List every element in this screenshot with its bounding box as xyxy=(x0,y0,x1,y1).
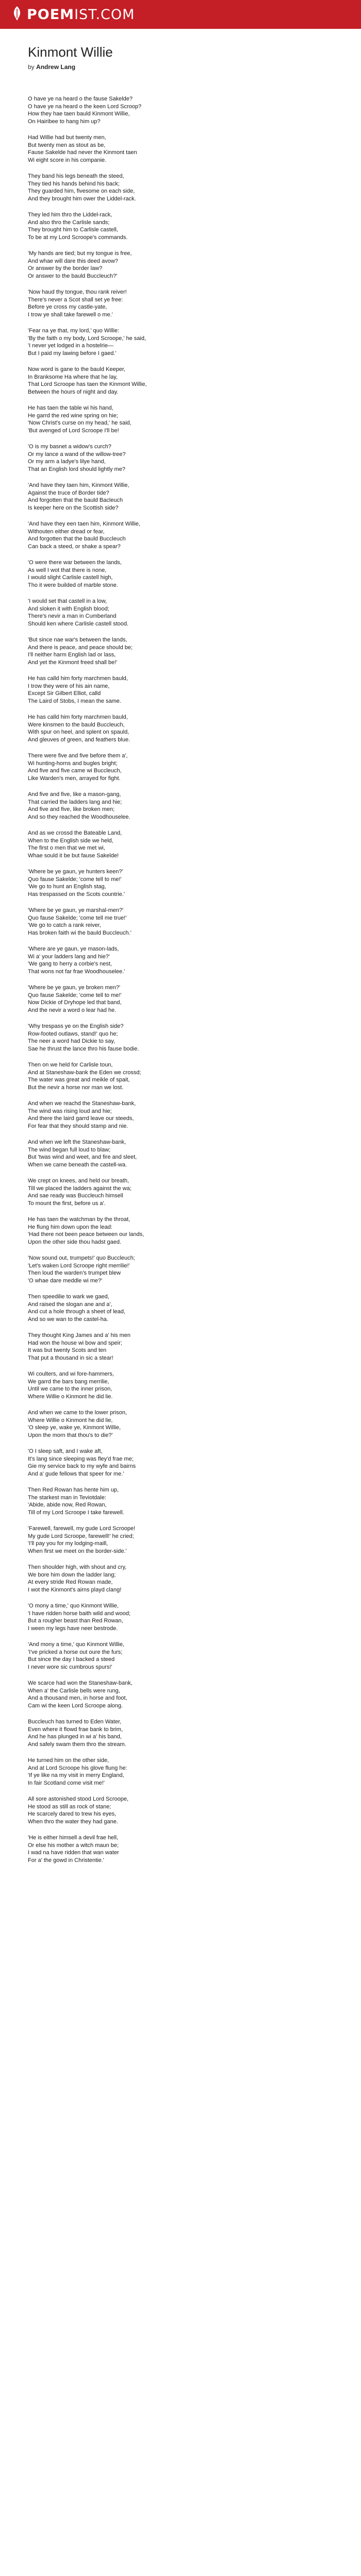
poem-line: I never wore sic cumbrous spurs!' xyxy=(28,1664,112,1670)
poem-line: They led him thro the Liddel-rack, xyxy=(28,212,112,218)
poem-line: They band his legs beneath the steed, xyxy=(28,173,124,179)
poem-byline xyxy=(28,63,337,71)
poem-line: And at Lord Scroope his glove flung he: xyxy=(28,1765,127,1771)
poem-line: 'O were there war between the lands, xyxy=(28,560,122,566)
poem-line: Withouten either dread or fear, xyxy=(28,528,105,535)
poem-line: 'And have they een taen him, Kinmont Willie, xyxy=(28,521,140,527)
poem-title: Kinmont Willie xyxy=(28,44,113,60)
poem-line: They tied his hands behind his back; xyxy=(28,180,120,187)
stanza xyxy=(28,1139,337,1168)
poem-line: We crept on knees, and held our breath, xyxy=(28,1178,129,1184)
poem-line: He flung him down upon the lead: xyxy=(28,1224,112,1230)
poem-line: And gleuves of green, and feathers blue. xyxy=(28,736,130,743)
poem-line: When to the English side we held, xyxy=(28,837,113,844)
poem-line: They thought King James and a' his men xyxy=(28,1332,130,1338)
stanza xyxy=(28,327,337,357)
stanza xyxy=(28,289,337,318)
poem-line: Or else his mother a witch maun be; xyxy=(28,1842,119,1849)
poem-line: And sae ready was Buccleuch himsell xyxy=(28,1193,123,1199)
poem-line: But 'twas wind and weet, and fire and sleet, xyxy=(28,1154,137,1160)
poem-line: Then on we held for Carlisle toun, xyxy=(28,1062,113,1068)
poem-line: And raised the slogan ane and a', xyxy=(28,1301,112,1308)
poem-line: And cut a hole through a sheet of lead, xyxy=(28,1309,125,1315)
site-header xyxy=(0,0,361,29)
poem-line: And when we reachd the Staneshaw-bank, xyxy=(28,1100,136,1107)
poem-line: We scarce had won the Staneshaw-bank, xyxy=(28,1680,133,1686)
poem-line: All sore astonished stood Lord Scroope, xyxy=(28,1796,129,1802)
poem-line: In fair Scotland come visit me!' xyxy=(28,1780,105,1786)
poem-line: He scarcely dared to trew his eyes, xyxy=(28,1811,117,1817)
poem-line: When thro the water they had gane. xyxy=(28,1818,118,1825)
poem-line: At every stride Red Rowan made, xyxy=(28,1579,113,1585)
poem-line: Or my lance a wand of the willow-tree? xyxy=(28,451,126,457)
stanza xyxy=(28,598,337,628)
poem-line: Quo fause Sakelde; 'come tell to me!' xyxy=(28,992,122,998)
poem-line: Whae sould it be but fause Sakelde! xyxy=(28,852,119,859)
poem-line: But twenty men as stout as be, xyxy=(28,142,106,148)
stanza xyxy=(28,1332,337,1362)
poem-line: They guarded him, fivesome on each side, xyxy=(28,188,135,194)
poem-line: 'Let's waken Lord Scroope right merrilie!' xyxy=(28,1262,130,1269)
poem-line: There were five and five before them a', xyxy=(28,753,128,759)
poem-line: For fear that they should stamp and nie. xyxy=(28,1123,128,1129)
poem-line: But since the day I backed a steed xyxy=(28,1656,115,1663)
poem-line: 'O is my basnet a widow's curch? xyxy=(28,444,111,450)
poem-line: For a' the gowd in Christentie.' xyxy=(28,1857,104,1863)
poem-line: And he has plunged in wi a' his band, xyxy=(28,1734,122,1740)
poem-line: We bore him down the ladder lang; xyxy=(28,1571,116,1578)
poem-line: And five and five came wi Buccleuch, xyxy=(28,768,122,774)
poem-line: I ween my legs have neer bestrode. xyxy=(28,1625,118,1632)
poem-line: 'He is either himsell a devil frae hell, xyxy=(28,1835,119,1841)
poem-line: 'Why trespass ye on the English side? xyxy=(28,1023,124,1029)
poem-line: 'We go to hunt an English stag, xyxy=(28,884,106,890)
stanza xyxy=(28,907,337,937)
poem-line: Sae he thrust the lance thro his fause bodie. xyxy=(28,1045,139,1052)
stanza xyxy=(28,482,337,512)
poem-line: Against the truce of Border tide? xyxy=(28,489,109,496)
poem-line: But the nevir a horse nor man we lost. xyxy=(28,1084,124,1091)
poem-line: Wi coulters, and wi fore-hammers, xyxy=(28,1371,114,1377)
poem-body xyxy=(28,95,337,1864)
poem-line: 'O sleep ye, wake ye, Kinmont Willie, xyxy=(28,1425,121,1431)
poem-line: And five and five, like a mason-gang, xyxy=(28,791,121,798)
stanza xyxy=(28,791,337,821)
stanza xyxy=(28,1795,337,1825)
poem-line: 'But since nae war's between the lands, xyxy=(28,637,127,643)
poem-line: 'Where be ye gaun, ye hunters keen?' xyxy=(28,869,123,875)
poem-line: That an English lord should lightly me? xyxy=(28,466,125,472)
poem-line: When a' the Carlisle bells were rung, xyxy=(28,1687,120,1694)
poem-line: And safely swam them thro the stream. xyxy=(28,1741,126,1748)
stanza xyxy=(28,1061,337,1091)
poem-line: There's nevir a man in Cumberland xyxy=(28,613,117,619)
poem-line: I wot the Kinmont's airns playd clang! xyxy=(28,1586,122,1593)
poem-line: That Lord Scroope has taen the Kinmont Willie, xyxy=(28,381,147,387)
poem-line: Or my arm a ladye's lilye hand, xyxy=(28,459,106,465)
stanza xyxy=(28,366,337,396)
poem-line: 'Had there not been peace between our lands, xyxy=(28,1231,144,1238)
poem-line: Till of my Lord Scroope I take farewell. xyxy=(28,1509,124,1516)
poem-line: 'We go to catch a rank reiver, xyxy=(28,922,101,928)
stanza xyxy=(28,868,337,898)
poem-line: On Hairibee to hang him up? xyxy=(28,118,101,125)
poem-line: That carried the ladders lang and hie; xyxy=(28,799,122,805)
stanza xyxy=(28,1680,337,1709)
poem-line: 'Now haud thy tongue, thou rank reiver! xyxy=(28,289,127,295)
poem-line: 'By the faith o my body, Lord Scroope,' he said, xyxy=(28,335,146,342)
poem-line: We garrd the bars bang merrilie, xyxy=(28,1378,109,1385)
poem-line: I would slight Carlisle castell high, xyxy=(28,574,113,581)
quill-pen-icon xyxy=(11,6,27,24)
poem-line: 'Farewell, farewell, my gude Lord Scroope! xyxy=(28,1526,136,1532)
poem-line: The wind began full loud to blaw; xyxy=(28,1146,111,1153)
poem-line: In Branksome Ha where that he lay, xyxy=(28,374,118,380)
poem-line: Then Red Rowan has hente him up, xyxy=(28,1487,119,1493)
poem-line: And forgotten that the bauld Bacleuch xyxy=(28,497,123,503)
poem-line: Except Sir Gilbert Elliot, calld xyxy=(28,690,101,697)
poem-line: And they brought him ower the Liddel-rack. xyxy=(28,195,136,202)
poem-line: And there is peace, and peace should be; xyxy=(28,644,133,651)
poem-line: Gie my service back to my wyfe and bairns xyxy=(28,1463,136,1469)
poem-line: Now Dickie of Dryhope led that band, xyxy=(28,999,122,1006)
poem-line: O have ye na heard o the fause Sakelde? xyxy=(28,96,133,102)
poem-line: Or answer to the bauld Buccleuch?' xyxy=(28,273,118,279)
stanza xyxy=(28,1486,337,1516)
stanza xyxy=(28,675,337,705)
poem-line: 'Abide, abide now, Red Rowan, xyxy=(28,1502,107,1508)
poem-line: The neer a word had Dickie to say, xyxy=(28,1038,116,1044)
poem-line: Wi hunting-horns and bugles bright; xyxy=(28,760,118,767)
poem-line: When first we meet on the border-side.' xyxy=(28,1548,127,1554)
poem-line: I trow they were of his ain name, xyxy=(28,683,110,689)
stanza xyxy=(28,1525,337,1555)
poem-line: Then loud the warden's trumpet blew xyxy=(28,1270,121,1276)
poem-line: It's lang since sleeping was fley'd frae me; xyxy=(28,1455,134,1462)
poem-line: 'O whae dare meddle wi me?' xyxy=(28,1277,103,1284)
poem-line: O have ye na heard o the keen Lord Scroop? xyxy=(28,103,142,110)
stanza xyxy=(28,1293,337,1323)
stanza xyxy=(28,1641,337,1671)
poem-line: He has taen the watchman by the throat, xyxy=(28,1216,130,1223)
poem-line: Is keeper here on the Scottish side? xyxy=(28,504,119,511)
poem-line: 'And mony a time,' quo Kinmont Willie, xyxy=(28,1641,124,1648)
poem-line: Before ye cross my castle-yate, xyxy=(28,304,107,310)
stanza xyxy=(28,1177,337,1207)
poem-line: But I paid my lawing before I gaed.' xyxy=(28,350,117,357)
poem-line: Wi a' your ladders lang and hie?' xyxy=(28,953,110,960)
stanza xyxy=(28,1409,337,1439)
poem-line: Quo fause Sakelde; 'come tell me true!' xyxy=(28,914,127,921)
poem-line: He turned him on the other side, xyxy=(28,1757,109,1764)
poem-line: Were kinsmen to the bauld Buccleuch, xyxy=(28,721,125,728)
poem-line: There's never a Scot shall set ye free: xyxy=(28,296,123,303)
poem-line: And as we crossd the Bateable Land, xyxy=(28,830,122,836)
poem-line: And at Staneshaw-bank the Eden we crossd; xyxy=(28,1069,141,1076)
poem-line: 'Where be ye gaun, ye broken men?' xyxy=(28,985,121,991)
poem-line: Like Warden's men, arrayed for fight. xyxy=(28,775,121,782)
poem-line: And five and five, like broken men; xyxy=(28,806,115,812)
stanza xyxy=(28,559,337,589)
stanza xyxy=(28,1602,337,1632)
poem-line: And when we came to the lower prison, xyxy=(28,1410,127,1416)
poem-line: To mount the first, before us a'. xyxy=(28,1200,106,1207)
poem-line: Wi eight score in his companie. xyxy=(28,157,107,163)
poem-line: The wind was rising loud and hie; xyxy=(28,1108,112,1114)
poem-line: Even where it flowd frae bank to brim, xyxy=(28,1726,123,1733)
stanza xyxy=(28,1564,337,1594)
poem-line: 'Now sound out, trumpets!' quo Buccleuch; xyxy=(28,1255,135,1261)
poem-line: 'I've pricked a horse out oure the furs; xyxy=(28,1649,123,1655)
poem-line: 'My hands are tied; but my tongue is free, xyxy=(28,250,132,257)
poem-line: 'Where are ye gaun, ye mason-lads, xyxy=(28,946,119,952)
stanza xyxy=(28,829,337,859)
poem-line: When we came beneath the castell-wa. xyxy=(28,1161,127,1168)
poem-line: Row-footed outlaws, stand!' quo he; xyxy=(28,1030,118,1037)
poem-line: Upon the other side thou hadst gaed. xyxy=(28,1239,122,1245)
poem-line: He stood as still as rock of stane; xyxy=(28,1803,111,1810)
poem-line: 'If ye like na my visit in merry England, xyxy=(28,1772,124,1778)
poem-line: And when we left the Staneshaw-bank, xyxy=(28,1139,126,1145)
poem-line: Has broken faith wi the bauld Buccleuch.' xyxy=(28,929,132,936)
poem-line: The first o men that we met wi, xyxy=(28,845,105,851)
poem-line: The Laird of Stobs, I mean the same. xyxy=(28,698,121,704)
poem-line: And there the laird garrd leave our steeds, xyxy=(28,1115,134,1122)
poem-line: Now word is gane to the bauld Keeper, xyxy=(28,366,125,372)
poem-line: But a rougher beast than Red Rowan, xyxy=(28,1618,123,1624)
poem-line: Buccleuch has turned to Eden Water, xyxy=(28,1719,122,1725)
poem-line: It was but twenty Scots and ten xyxy=(28,1347,107,1353)
poem-line: I trow ye shall take farewell o me.' xyxy=(28,311,113,318)
stanza xyxy=(28,945,337,975)
stanza xyxy=(28,1718,337,1748)
poem-line: That wons not far frae Woodhouselee.' xyxy=(28,968,125,975)
poem-line: My gude Lord Scroope, farewell!' he cried; xyxy=(28,1533,134,1539)
poem-line: 'We gang to herry a corbie's nest, xyxy=(28,961,112,967)
poem-line: He has calld him forty marchmen bauld, xyxy=(28,714,128,720)
poem-line: Should ken where Carlisle castell stood. xyxy=(28,620,129,627)
poem-line: Then speedilie to wark we gaed, xyxy=(28,1294,109,1300)
poem-line: Quo fause Sakelde; 'come tell to me!' xyxy=(28,876,122,883)
stanza xyxy=(28,1834,337,1864)
stanza xyxy=(28,1448,337,1478)
stanza xyxy=(28,1255,337,1284)
poem-line: And so they reached the Woodhouselee. xyxy=(28,814,130,820)
poem-line: 'I'll pay you for my lodging-maill, xyxy=(28,1540,108,1547)
poem-line: 'I never yet lodged in a hostelrie— xyxy=(28,343,113,349)
stanza xyxy=(28,752,337,782)
poem-line: And a' gude fellows that speer for me.' xyxy=(28,1470,124,1477)
poem-line: Had Willie had but twenty men, xyxy=(28,134,106,141)
stanza xyxy=(28,1757,337,1787)
site-logo[interactable] xyxy=(11,6,135,24)
poem-line: 'Where be ye gaun, ye marshal-men?' xyxy=(28,907,124,913)
poem-line: I'll neither harm English lad or lass, xyxy=(28,652,116,658)
poem-line: To be at my Lord Scroope's commands. xyxy=(28,234,128,241)
poem-line: 'Now Christ's curse on my head,' he said, xyxy=(28,420,132,426)
poem-line: How they hae taen bauld Kinmont Willie, xyxy=(28,111,130,117)
poem-line: Tho it were builded of marble stone. xyxy=(28,582,118,588)
poem-line: Can back a steed, or shake a spear? xyxy=(28,543,121,550)
stanza xyxy=(28,1100,337,1130)
poem-line: Till we placed the ladders against the wa; xyxy=(28,1185,132,1192)
stanza xyxy=(28,1370,337,1400)
poem-line: That put a thousand in sic a stear! xyxy=(28,1354,113,1361)
poem-line: Upon the morn that thou's to die?' xyxy=(28,1432,113,1438)
poem-line: Then shoulder high, with shout and cry, xyxy=(28,1564,127,1570)
poem-line: With spur on heel, and splent on spauld, xyxy=(28,729,129,735)
poem-line: And yet the Kinmont freed shall be!' xyxy=(28,659,118,666)
poem-line: Cam wi the keen Lord Scroope along. xyxy=(28,1702,123,1709)
byline-prefix: by xyxy=(28,63,35,71)
poem-line: Where Willie o Kinmont he did lie, xyxy=(28,1417,113,1423)
poem-line: 'I have ridden horse baith wild and wood; xyxy=(28,1610,131,1617)
stanza xyxy=(28,443,337,473)
poem-line: And the nevir a word o lear had he. xyxy=(28,1007,117,1013)
poem-line: And a thousand men, in horse and foot, xyxy=(28,1695,127,1701)
stanza xyxy=(28,520,337,550)
poem-line: The starkest man in Teviotdale: xyxy=(28,1494,107,1501)
stanza xyxy=(28,636,337,666)
poem-line: Until we came to the inner prison, xyxy=(28,1386,112,1392)
stanza xyxy=(28,984,337,1014)
poem-line: 'I would set that castell in a low, xyxy=(28,598,107,604)
poem-line: The water was great and meikle of spait, xyxy=(28,1077,130,1083)
poem-line: He has taen the table wi his hand, xyxy=(28,405,113,411)
stanza xyxy=(28,714,337,743)
stanza xyxy=(28,173,337,202)
poem-line: I wad na have ridden that wan water xyxy=(28,1850,119,1856)
poem-line: 'Fear na ye that, my lord,' quo Willie: xyxy=(28,328,120,334)
poem-line: Or answer by the border law? xyxy=(28,265,103,272)
author-link[interactable]: Andrew Lang xyxy=(36,63,76,71)
poem-line: 'O I sleep saft, and I wake aft, xyxy=(28,1448,103,1454)
stanza xyxy=(28,95,337,125)
stanza xyxy=(28,250,337,280)
poem-line: 'But avenged of Lord Scroope I'll be! xyxy=(28,427,119,434)
poem-line: Had won the house wi bow and speir; xyxy=(28,1340,122,1346)
poem-line: And forgotten that the bauld Buccleuch xyxy=(28,536,126,542)
poem-line: And sloken it with English blood; xyxy=(28,605,109,612)
site-logo-text: POEMIST.COM xyxy=(27,6,135,23)
poem-line: He garrd the red wine spring on hie; xyxy=(28,412,118,419)
poem-line: 'And have they taen him, Kinmont Willie, xyxy=(28,482,129,488)
poem-content xyxy=(0,29,337,1864)
poem-line: As well I wot that there is none, xyxy=(28,567,107,573)
poem-line: 'O mony a time,' quo Kinmont Willie, xyxy=(28,1603,119,1609)
poem-line: And so we wan to the castel-ha. xyxy=(28,1316,108,1323)
poem-line: He has calld him forty marchmen bauld, xyxy=(28,675,128,682)
poem-line: Where Willie o Kinmont he did lie. xyxy=(28,1393,113,1400)
poem-line: And also thro the Carlisle sands; xyxy=(28,219,110,226)
stanza xyxy=(28,1216,337,1246)
stanza xyxy=(28,134,337,164)
poem-line: Fause Sakelde had never the Kinmont taen xyxy=(28,149,137,156)
poem-line: Has trespassed on the Scots countrie.' xyxy=(28,891,125,897)
stanza xyxy=(28,211,337,241)
stanza xyxy=(28,404,337,434)
poem-line: Between the hours of night and day. xyxy=(28,388,119,395)
poem-line: They brought him to Carlisle castell, xyxy=(28,227,118,233)
stanza xyxy=(28,1023,337,1053)
poem-line: And whae will dare this deed avow? xyxy=(28,258,118,264)
